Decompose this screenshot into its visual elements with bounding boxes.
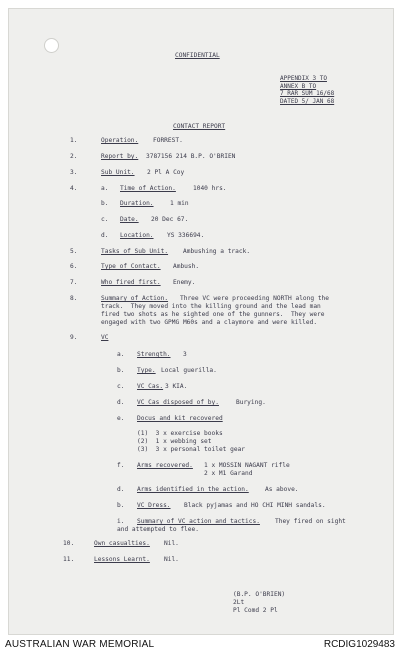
item-value: As above. — [265, 486, 299, 493]
recovered-item: (2) 1 x webbing set — [137, 438, 212, 445]
classification-heading: CONFIDENTIAL — [175, 52, 220, 59]
item-label: Arms recovered. — [137, 462, 193, 469]
sub-letter: c. — [101, 216, 109, 223]
item-number: 3. — [70, 169, 78, 176]
item-number: 9. — [70, 334, 78, 341]
summary-line: engaged with two GPMG M60s and a claymore and were killed. — [101, 319, 318, 326]
sub-letter: b. — [117, 367, 125, 374]
item-label: Time of Action. — [120, 185, 176, 192]
sub-letter: e. — [117, 415, 125, 422]
recovered-item: (1) 3 x exercise books — [137, 430, 223, 437]
item-value: 1 x MOSSIN NAGANT rifle — [204, 462, 290, 469]
item-value: 1 min — [170, 200, 189, 207]
punch-hole — [44, 38, 59, 53]
item-number: 4. — [70, 185, 78, 192]
item-value: Burying. — [236, 399, 266, 406]
sub-letter: f. — [117, 462, 125, 469]
sub-letter: c. — [117, 383, 125, 390]
item-value: 3787156 214 B.P. O'BRIEN — [146, 153, 236, 160]
item-label: Lessons Learnt. — [94, 556, 150, 563]
footer-source: AUSTRALIAN WAR MEMORIAL — [5, 639, 155, 650]
item-number: 8. — [70, 295, 78, 302]
item-number: 6. — [70, 263, 78, 270]
sub-letter: d. — [101, 232, 109, 239]
item-value: Ambush. — [173, 263, 200, 270]
sub-letter: d. — [117, 486, 125, 493]
ref-line: APPENDIX 3 TO — [280, 75, 327, 82]
item-value: Enemy. — [173, 279, 196, 286]
sub-letter: d. — [117, 399, 125, 406]
item-label: Who fired first. — [101, 279, 161, 286]
item-value: 2 Pl A Coy — [147, 169, 185, 176]
recovered-item: (3) 3 x personal toilet gear — [137, 446, 246, 453]
summary-line: fired two shots as he sighted one of the gunners. They were — [101, 311, 325, 318]
sub-letter: a. — [101, 185, 109, 192]
item-value: They fired on sight — [275, 518, 346, 525]
ref-line: 7 RAR SUM 16/68 — [280, 90, 335, 98]
item-label: Tasks of Sub Unit. — [101, 248, 169, 255]
item-label: Location. — [120, 232, 154, 239]
item-value: Nil. — [164, 540, 179, 547]
item-value: 20 Dec 67. — [151, 216, 189, 223]
item-value: 1040 hrs. — [193, 185, 227, 192]
sub-letter: a. — [117, 351, 125, 358]
sub-letter: i. — [117, 518, 125, 525]
item-number: 1. — [70, 137, 78, 144]
item-label: Summary of Action. — [101, 295, 169, 302]
item-value: Black pyjamas and HO CHI MINH sandals. — [184, 502, 326, 509]
summary-line: track. They moved into the killing ground and the lead man — [101, 303, 321, 310]
item-value: Local guerilla. — [161, 367, 217, 374]
item-value: Nil. — [164, 556, 179, 563]
signature-name: (B.P. O'BRIEN) — [233, 591, 286, 598]
item-label: VC Dress. — [137, 502, 171, 509]
item-number: 10. — [63, 540, 75, 547]
item-label: Own casualties. — [94, 540, 150, 547]
signature-rank: 2Lt — [233, 599, 245, 606]
ref-line: ANNEX B TO — [280, 82, 317, 90]
summary-line: Three VC were proceeding NORTH along the — [180, 295, 330, 302]
item-value: 3 KIA. — [165, 383, 188, 390]
item-label: Report by. — [101, 153, 139, 160]
item-number: 11. — [63, 556, 75, 563]
item-value: FORREST. — [153, 137, 183, 144]
item-value: and attempted to flee. — [117, 526, 199, 533]
item-value: YS 336694. — [167, 232, 205, 239]
item-label: Docus and kit recovered — [137, 415, 223, 422]
item-label: VC — [101, 334, 109, 341]
signature-unit: Pl Comd 2 Pl — [233, 607, 278, 614]
item-label: Arms identified in the action. — [137, 486, 249, 493]
item-label: Sub Unit. — [101, 169, 135, 176]
item-label: Duration. — [120, 200, 154, 207]
item-label: Date. — [120, 216, 139, 223]
ref-line: DATED 5/ JAN 68 — [280, 97, 335, 105]
sub-letter: b. — [101, 200, 109, 207]
sub-letter: b. — [117, 502, 125, 509]
item-value: 3 — [183, 351, 187, 358]
reference-block — [280, 75, 334, 105]
item-number: 2. — [70, 153, 78, 160]
footer-bar — [0, 636, 401, 653]
item-number: 7. — [70, 279, 78, 286]
item-value: 2 x M1 Garand — [204, 470, 253, 477]
item-value: Ambushing a track. — [183, 248, 251, 255]
item-label: Type. — [137, 367, 156, 374]
report-title: CONTACT REPORT — [173, 123, 226, 130]
item-label: Operation. — [101, 137, 139, 144]
item-label: Strength. — [137, 351, 171, 358]
item-label: Summary of VC action and tactics. — [137, 518, 260, 525]
item-number: 5. — [70, 248, 78, 255]
item-label: VC Cas. — [137, 383, 164, 390]
item-label: VC Cas disposed of by. — [137, 399, 219, 406]
footer-id: RCDIG1029483 — [323, 639, 395, 650]
item-label: Type of Contact. — [101, 263, 161, 270]
